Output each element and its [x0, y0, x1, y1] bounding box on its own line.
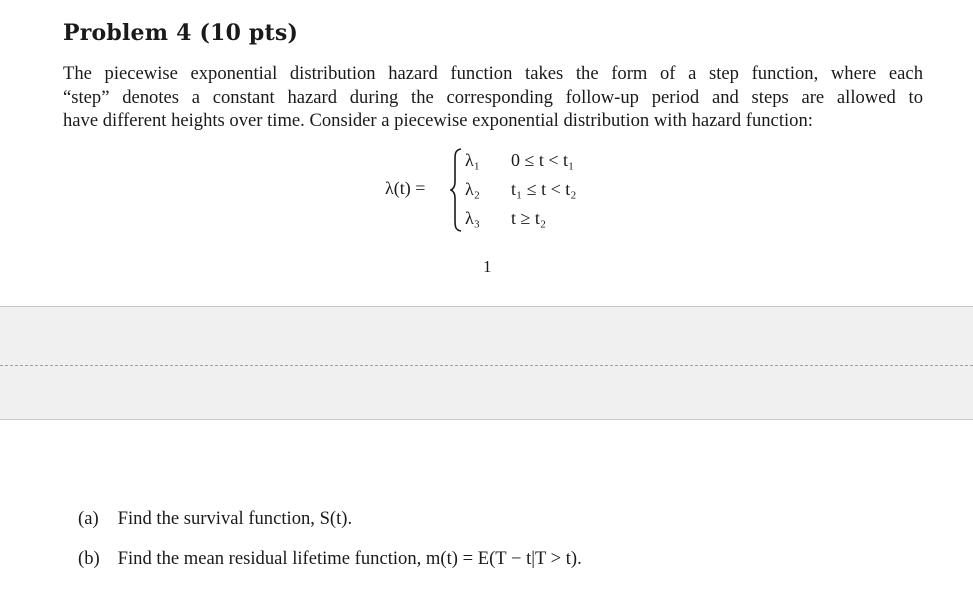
- hazard-function-formula: [380, 145, 640, 237]
- question-b-label: (b): [78, 548, 100, 569]
- case-1-value: λ₁: [465, 150, 481, 170]
- case-2-condition: t₁ ≤ t < t₂: [511, 179, 577, 199]
- problem-description: [63, 62, 923, 133]
- page-break-dashed-line: [0, 365, 973, 366]
- question-a-text: Find the survival function, S(t).: [117, 508, 353, 529]
- case-3-value: λ₃: [465, 208, 481, 228]
- case-3-condition: t ≥ t₂: [511, 208, 547, 228]
- page-number: 1: [483, 257, 492, 276]
- paragraph-line-1: The piecewise exponential distribution hazard function takes the form of a step function, where each: [63, 63, 923, 84]
- question-b-text: Find the mean residual lifetime function, m(t) = E(T − t|T > t).: [117, 548, 582, 569]
- case-1-condition: 0 ≤ t < t₁: [511, 150, 575, 170]
- paragraph-line-3: have different heights over time. Consider a piecewise exponential distribution with hazard function:: [63, 110, 813, 131]
- page-break-separator: [0, 306, 973, 420]
- left-brace-icon: [450, 148, 462, 232]
- problem-title: Problem 4 (10 pts): [63, 20, 299, 46]
- question-a: [78, 508, 352, 530]
- formula-lhs: λ(t) =: [385, 178, 426, 198]
- paragraph-line-2: “step” denotes a constant hazard during the corresponding follow-up period and steps are allowed to: [63, 86, 923, 108]
- case-2-value: λ₂: [465, 179, 481, 199]
- question-a-label: (a): [78, 508, 99, 529]
- question-b: [78, 548, 582, 570]
